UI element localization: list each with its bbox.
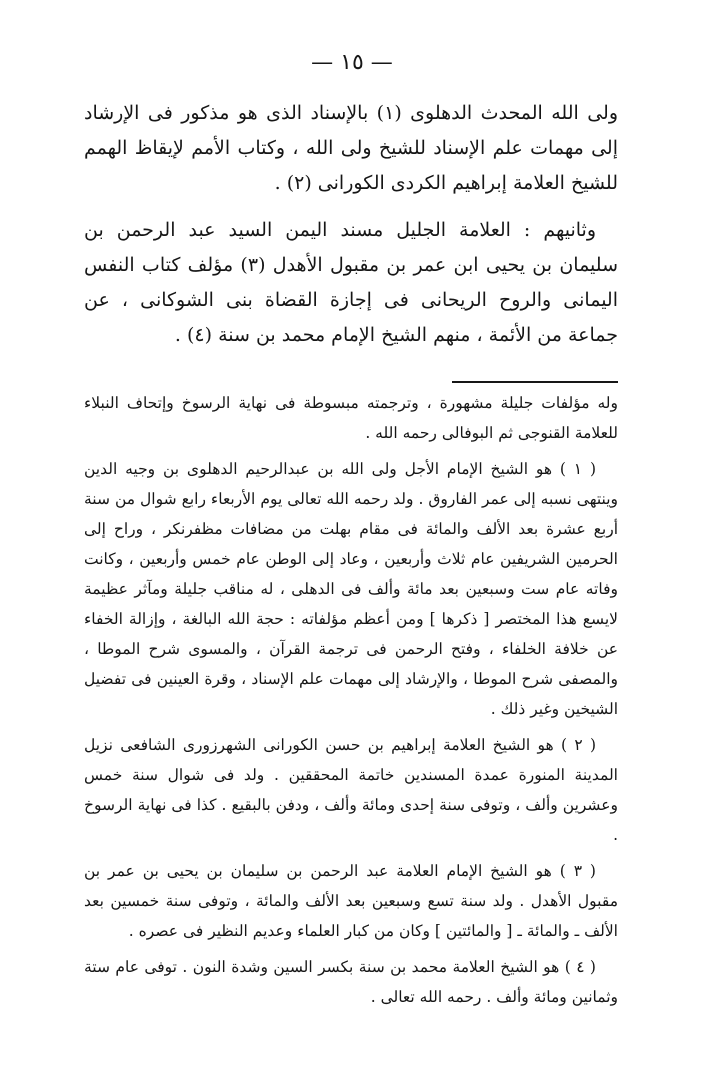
footnote-text: هو الشيخ الإمام الأجل ولى الله بن عبدالرحيم الدهلوى بن وجيه الدين وينتهى نسبه إلى عمر الفاروق . ولد رحمه الله تعالى يوم الأربعاء رابع شوال من سنة أربع عشرة بعد الألف والمائة فى مقام بهلت من مضافات مظفرنكر ، وراح إلى الحرمين الشريفين عام ثلاث وأربعين ، وعاد إلى الوطن عام خمس وأربعين ، وكانت وفاته عام ست وسبعين بعد مائة وألف فى الدهلى ، له مناقب جليلة ومآثر عظيمة لايسع هذا المختصر [ ذكرها ] ومن أعظم مؤلفاته : حجة الله البالغة ، وإزالة الخفاء عن خلافة الخلفاء ، وفتح الرحمن فى ترجمة القرآن ، والمسوى شرح الموطا ، والمصفى شرح الموطا ، والإرشاد إلى مهمات علم الإسناد ، وقرة العينين فى تفضيل الشيخين وغير ذلك .	[84, 460, 618, 718]
footnote-2	[84, 730, 618, 850]
page-number: — ١٥ —	[311, 50, 393, 75]
footnotes-section	[84, 388, 618, 1018]
main-paragraph-2: وثانيهم : العلامة الجليل مسند اليمن السيد عبد الرحمن بن سليمان بن يحيى ابن عمر بن مقبول الأهدل (٣) مؤلف كتاب النفس اليمانى والروح الريحانى فى إجازة القضاة بنى الشوكانى ، عن جماعة من الأئمة ، منهم الشيخ الإمام محمد بن سنة (٤) .	[84, 219, 618, 346]
footnote-text: هو الشيخ العلامة محمد بن سنة بكسر السين وشدة النون . توفى عام ستة وثمانين ومائة وألف . رحمه الله تعالى .	[84, 958, 618, 1006]
footnote-continuation: وله مؤلفات جليلة مشهورة ، وترجمته مبسوطة فى نهاية الرسوخ وإتحاف النبلاء للعلامة القنوجى ثم البوفالى رحمه الله .	[84, 394, 618, 442]
footnote-1	[84, 454, 618, 724]
main-body	[84, 96, 618, 365]
main-paragraph-1: ولى الله المحدث الدهلوى (١) بالإسناد الذى هو مذكور فى الإرشاد إلى مهمات علم الإسناد للشيخ ولى الله ، وكتاب الأمم لإيقاظ الهمم للشيخ العلامة إبراهيم الكردى الكورانى (٢) .	[84, 102, 619, 194]
footnote-divider	[452, 381, 618, 383]
footnote-number: ( ١ )	[559, 460, 597, 478]
footnote-3	[84, 856, 618, 946]
footnote-text: هو الشيخ العلامة إبراهيم بن حسن الكورانى الشهرزورى الشافعى نزيل المدينة المنورة عمدة المسندين خاتمة المحققين . ولد فى شوال سنة خمس وعشرين وألف ، وتوفى سنة إحدى ومائة وألف ، ودفن بالبقيع . كذا فى نهاية الرسوخ .	[84, 736, 618, 844]
footnote-number: ( ٤ )	[564, 958, 596, 976]
footnote-number: ( ٢ )	[560, 736, 596, 754]
footnote-text: هو الشيخ الإمام العلامة عبد الرحمن بن سليمان بن يحيى بن عمر بن مقبول الأهدل . ولد سنة تسع وسبعين بعد الألف والمائة ، وتوفى سنة خمسين بعد الألف ـ والمائة ـ [ والمائتين ] وكان من كبار العلماء وعديم النظير فى عصره .	[84, 862, 618, 940]
footnote-number: ( ٣ )	[559, 862, 596, 880]
footnote-4	[84, 952, 618, 1012]
